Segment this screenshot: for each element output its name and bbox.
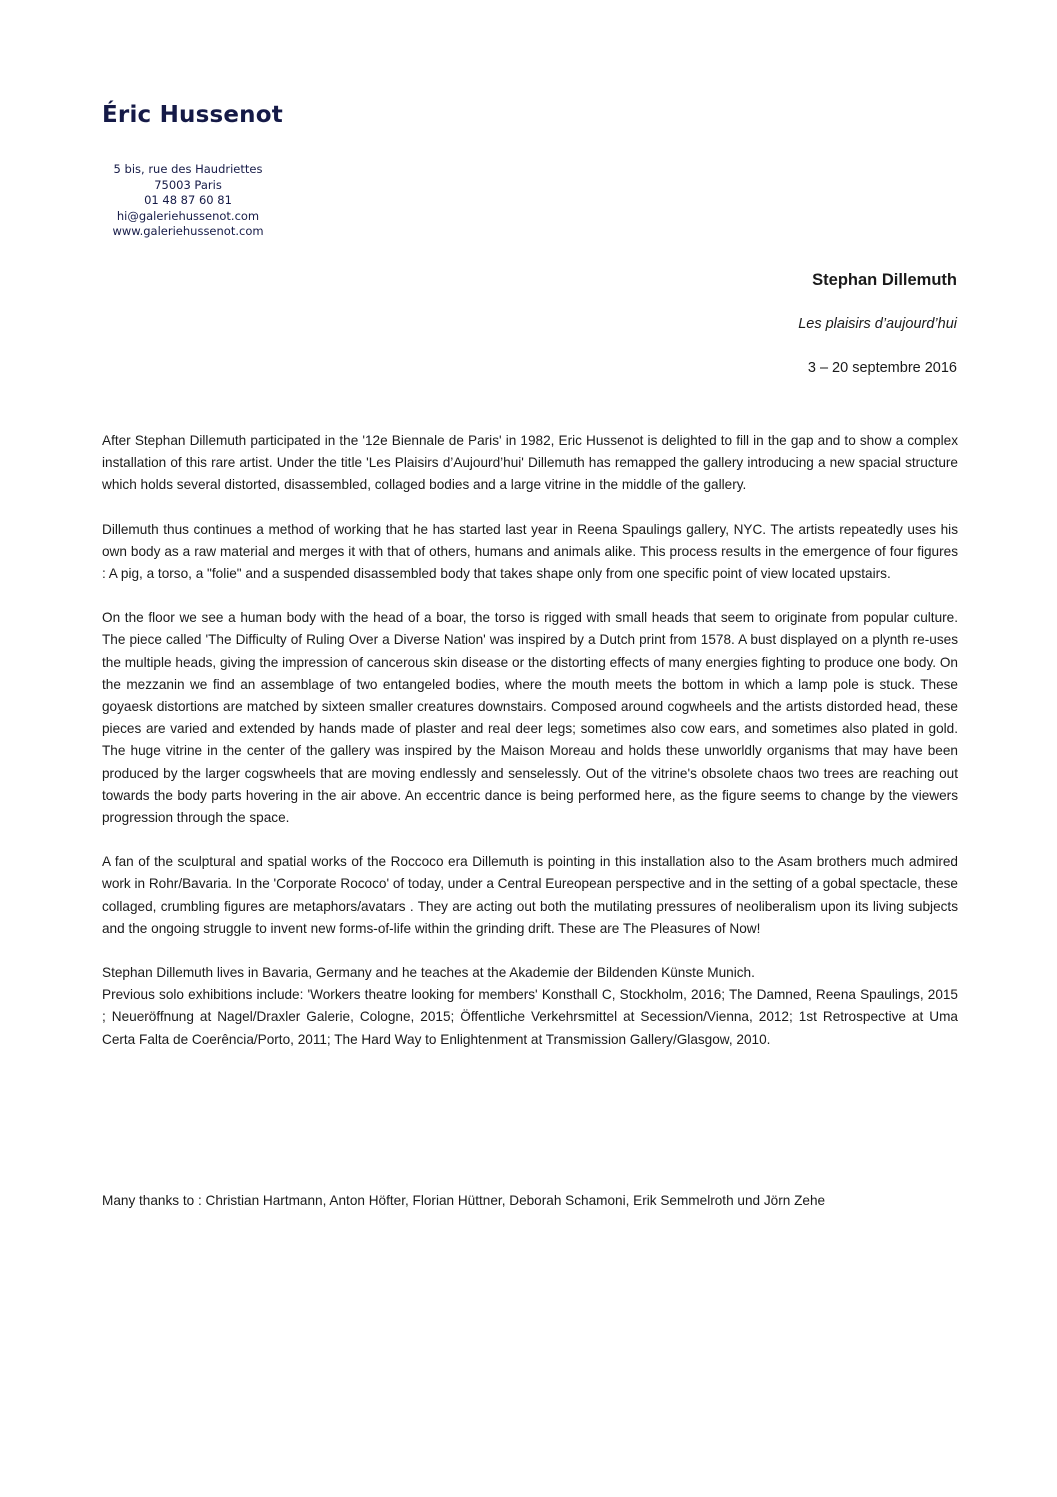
gallery-address [102,162,274,240]
exhibition-header [798,268,957,378]
acknowledgements: Many thanks to : Christian Hartmann, Anton Höfter, Florian Hüttner, Deborah Schamoni, Erik Semmelroth und Jörn Zehe [102,1193,826,1208]
paragraph-method: Dillemuth thus continues a method of working that he has started last year in Reena Spaulings gallery, NYC. The artists repeatedly uses his own body as a raw material and merges it with that of others, humans and animals alike. This process results in the emergence of four figures : A pig, a torso, a "folie" and a suspended disassembled body that takes shape only from one specific point of view located upstairs. [102,521,958,582]
address-street: 5 bis, rue des Haudriettes [113,162,263,176]
bio-exhibitions: Previous solo exhibitions include: 'Workers theatre looking for members' Konsthall C, Stockholm, 2016; The Damned, Reena Spaulings, 2015 ; Neueröffnung at Nagel/Draxler Galerie, Cologne, 2015; Öffentliche Verkehrsmittel at Secession/Vienna, 2012; 1st Retrospective at Uma Certa Falta de Coerência/Porto, 2011; The Hard Way to Enlightenment at Transmission Gallery/Glasgow, 2010. [102,987,958,1047]
exhibition-dates: 3 – 20 septembre 2016 [807,360,957,376]
artist-name: Stephan Dillemuth [812,271,957,289]
address-city: 75003 Paris [154,177,222,192]
letterhead [102,100,302,238]
gallery-logo: Éric Hussenot [102,102,283,128]
paragraph-intro: After Stephan Dillemuth participated in the '12e Biennale de Paris' in 1982, Eric Hussenot is delighted to fill in the gap and to show a complex installation of this rare artist. Under the title 'Les Plaisirs d’Aujourd’hui' Dillemuth has remapped the gallery introducing a new spacial structure which holds several distorted, disassembled, collaged bodies and a large vitrine in the middle of the gallery. [102,433,958,493]
exhibition-title: Les plaisirs d’aujourd’hui [798,316,957,332]
address-phone: 01 48 87 60 81 [144,193,232,207]
bio-line: Stephan Dillemuth lives in Bavaria, Germany and he teaches at the Akademie der Bildenden Künste Munich. [102,965,755,981]
address-email: hi@galeriehussenot.com [116,208,260,223]
paragraph-installation: On the floor we see a human body with the head of a boar, the torso is rigged with small heads that seem to originate from popular culture. The piece called 'The Difficulty of Ruling Over a Diverse Nation' was inspired by a Dutch print from 1578. A bust displayed on a plynth re-uses the multiple heads, giving the impression of cancerous skin disease or the distorting effects of many energies fighting to produce one body. On the mezzanin we find an assemblage of two entangeled bodies, where the mouth meets the bottom in which a lamp pole is stuck. These goyaesk distortions are matched by sixteen smaller creatures downstairs. Composed around cogwheels and the artists distorded head, these pieces are varied and extended by hands made of plaster and real deer legs; sometimes also cow ears, and sometimes also plated in gold. The huge vitrine in the center of the gallery was inspired by the Maison Moreau and holds these unworldly organisms that may have been produced by the larger cogswheels that are moving endlessly and senselessly. Out of the vitrine's obsolete chaos two trees are reaching out towards the body parts hovering in the air above. An eccentric dance is being performed here, as the figure seems to change by the viewers progression through the space. [102,610,958,826]
press-text [102,430,958,1073]
address-website: www.galeriehussenot.com [112,224,264,238]
paragraph-rococo: A fan of the sculptural and spatial works of the Roccoco era Dillemuth is pointing in this installation also to the Asam brothers much admired work in Rohr/Bavaria. In the 'Corporate Rococo' of today, under a Central Eureopean perspective and in the setting of a gobal spectacle, these collaged, crumbling figures are metaphors/avatars . They are acting out both the mutilating pressures of neoliberalism upon its living subjects and the ongoing struggle to invent new forms-of-life within the grinding drift. These are The Pleasures of Now! [102,854,958,936]
